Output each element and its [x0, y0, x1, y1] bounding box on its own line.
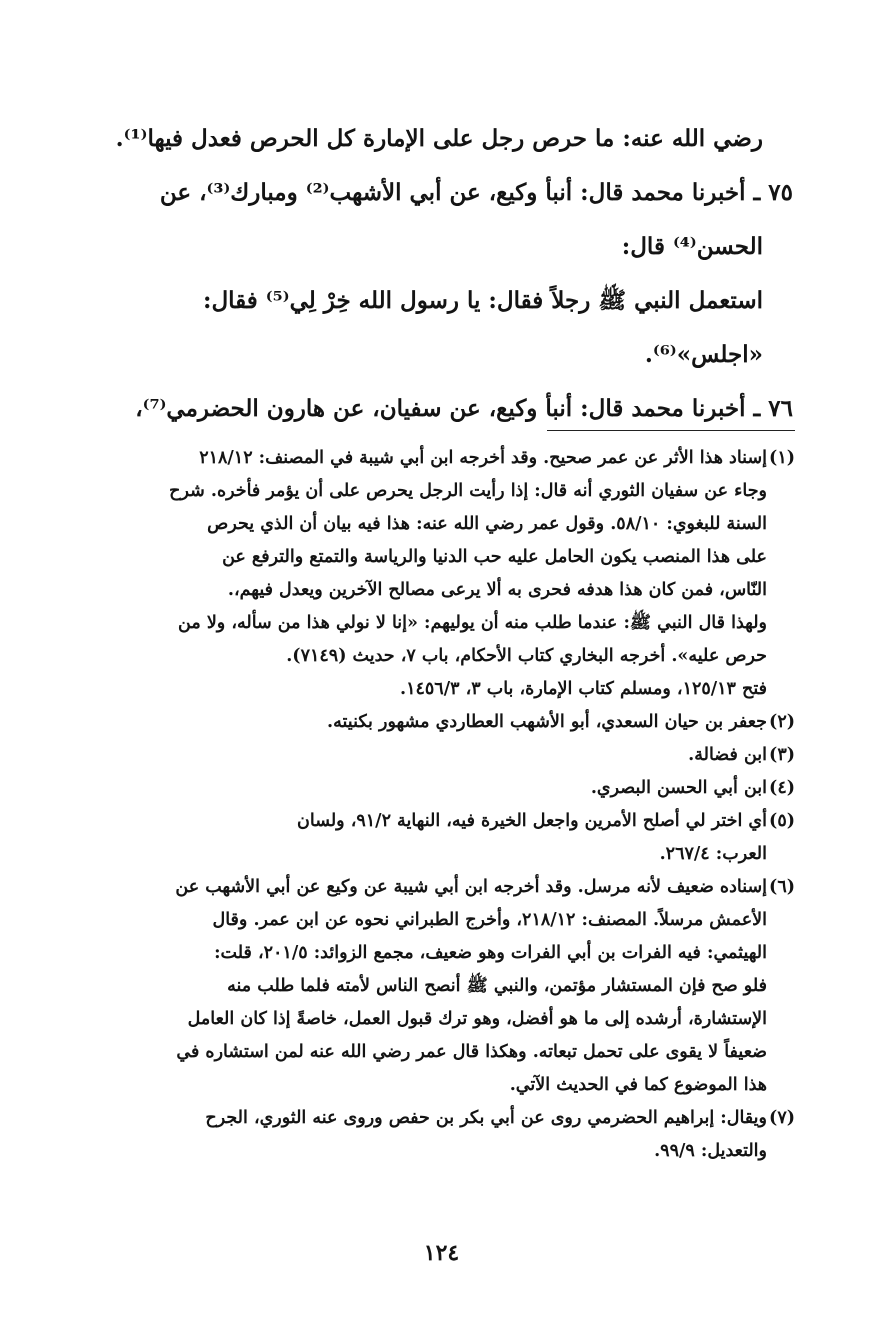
footnote-line: هذا الموضوع كما في الحديث الآتي.	[509, 1075, 767, 1095]
footnote-6	[83, 871, 795, 1102]
footnote-line: حرص عليه». أخرجه البخاري كتاب الأحكام، باب ٧، حديث (٧١٤٩).	[286, 646, 767, 666]
footnote-line: على هذا المنصب يكون الحامل عليه حب الدنيا والرياسة والتمتع والترفع عن	[222, 547, 767, 567]
footnote-line: فلو صح فإن المستشار مؤتمن، والنبي ﷺ أنصح الناس لأمته فلما طلب منه	[227, 976, 767, 996]
footnote-number: (٦)	[769, 877, 795, 897]
footnote-line: إسناد هذا الأثر عن عمر صحيح. وقد أخرجه ابن أبي شيبة في المصنف: ٢١٨/١٢	[199, 448, 767, 468]
footnote-line: الإستشارة، أرشده إلى ما هو أفضل، وهو ترك قبول العمل، خاصةً إذا كان العامل	[187, 1009, 767, 1029]
page-number: ١٢٤	[423, 1240, 460, 1266]
main-line: الحسن⁽⁴⁾ قال:	[621, 233, 763, 260]
footnote-3	[83, 739, 795, 772]
footnote-line: الهيثمي: فيه الفرات بن أبي الفرات وهو ضعيف، مجمع الزوائد: ٢٠١/٥، قلت:	[214, 943, 767, 963]
footnote-line: ضعيفاً لا يقوى على تحمل تبعاته. وهكذا قال عمر رضي الله عنه لمن استشاره في	[176, 1042, 767, 1062]
footnote-number: (٣)	[769, 745, 795, 765]
footnote-line: إسناده ضعيف لأنه مرسل. وقد أخرجه ابن أبي شيبة عن وكيع عن أبي الأشهب عن	[175, 877, 767, 897]
footnote-line: والتعديل: ٩٩/٩.	[654, 1141, 767, 1161]
footnote-4	[83, 772, 795, 805]
footnote-number: (١)	[769, 448, 795, 468]
hadith-75-text	[93, 274, 793, 382]
footnote-line: ويقال: إبراهيم الحضرمي روى عن أبي بكر بن حفص وروى عنه الثوري، الجرح	[205, 1108, 767, 1128]
main-text	[93, 112, 793, 436]
footnote-1	[83, 442, 795, 706]
footnote-line: فتح ١٢٥/١٣، ومسلم كتاب الإمارة، باب ٣، ١٤٥٦/٣.	[400, 679, 767, 699]
footnotes	[83, 442, 795, 1168]
footnote-line: ولهذا قال النبي ﷺ: عندما طلب منه أن يوليهم: «إنا لا نولي هذا من سأله، ولا من	[178, 613, 767, 633]
footnote-line: السنة للبغوي: ٥٨/١٠. وقول عمر رضي الله عنه: هذا فيه بيان أن الذي يحرص	[207, 514, 767, 534]
footnote-line: العرب: ٢٦٧/٤.	[659, 844, 767, 864]
footnote-line: ابن فضالة.	[688, 745, 767, 765]
footnote-number: (٢)	[769, 712, 795, 732]
main-line: ٧٥ ـ أخبرنا محمد قال: أنبأ وكيع، عن أبي الأشهب⁽²⁾ ومبارك⁽³⁾، عن	[159, 179, 793, 206]
footnote-line: ابن أبي الحسن البصري.	[590, 778, 767, 798]
footnote-line: النّاس، فمن كان هذا هدفه فحرى به ألا يرعى مصالح الآخرين ويعدل فيهم،.	[227, 580, 767, 600]
footnote-7	[83, 1102, 795, 1168]
main-paragraph-continuation	[93, 112, 793, 166]
footnote-number: (٥)	[769, 811, 795, 831]
hadith-76	[93, 382, 793, 436]
main-line: استعمل النبي ﷺ رجلاً فقال: يا رسول الله خِرْ لِي⁽⁵⁾ فقال:	[202, 287, 763, 314]
footnote-number: (٤)	[769, 778, 795, 798]
footnote-number: (٧)	[769, 1108, 795, 1128]
footnote-line: أي اختر لي أصلح الأمرين واجعل الخيرة فيه، النهاية ٩١/٢، ولسان	[297, 811, 767, 831]
main-line: رضي الله عنه: ما حرص رجل على الإمارة كل الحرص فعدل فيها⁽¹⁾.	[115, 125, 763, 152]
footnote-line: جعفر بن حيان السعدي، أبو الأشهب العطاردي مشهور بكنيته.	[327, 712, 767, 732]
hadith-75	[93, 166, 793, 274]
main-line: «اجلس»⁽⁶⁾.	[644, 341, 763, 368]
footnote-separator	[547, 430, 795, 431]
footnote-line: وجاء عن سفيان الثوري أنه قال: إذا رأيت الرجل يحرص على أن يؤمر فأخره. شرح	[169, 481, 767, 501]
main-line: ٧٦ ـ أخبرنا محمد قال: أنبأ وكيع، عن سفيان، عن هارون الحضرمي⁽⁷⁾،	[135, 395, 793, 422]
footnote-line: الأعمش مرسلاً. المصنف: ٢١٨/١٢، وأخرج الطبراني نحوه عن ابن عمر. وقال	[212, 910, 767, 930]
footnote-2	[83, 706, 795, 739]
footnote-5	[83, 805, 795, 871]
